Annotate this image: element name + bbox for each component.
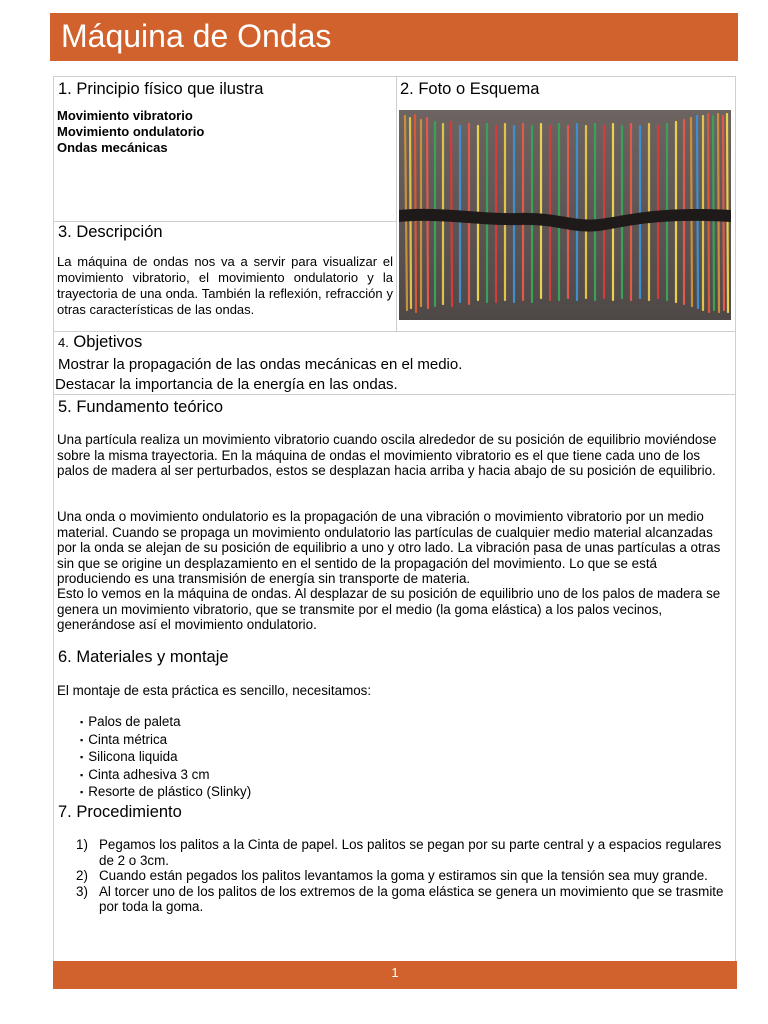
step-number: 3) [76,883,88,899]
step-text: Pegamos los palitos a la Cinta de papel. Los palitos se pegan por su parte central y a espacios regulares de 2 o 3cm. [99,837,722,868]
page-number: 1 [391,965,399,980]
section-1-heading: 1. Principio físico que ilustra [58,80,264,98]
section-7-heading: 7. Procedimiento [58,803,182,821]
section-3-heading: 3. Descripción [58,223,163,241]
description-text: La máquina de ondas nos va a servir para visualizar el movimiento vibratorio, el movimiento ondulatorio y la trayectoria de una onda. También la reflexión, refracción y otras características de las ondas. [57,254,393,317]
section-4-title: Objetivos [68,333,143,351]
theory-paragraph-3: Esto lo vemos en la máquina de ondas. Al desplazar de su posición de equilibrio uno de los palos de madera se genera un movimiento vibratorio, que se transmite por el medio (la goma elástica) a los palos vecinos, generándose así el movimiento ondulatorio. [57,586,721,632]
principle-item: Movimiento vibratorio [57,108,193,123]
materials-intro: El montaje de esta práctica es sencillo, necesitamos: [57,683,372,698]
section-4-number: 4. [58,335,69,350]
objective-2: Destacar la importancia de la energía en las ondas. [55,376,398,393]
material-item: ▪ Cinta adhesiva 3 cm [80,767,251,785]
step-text: Al torcer uno de los palitos de los extremos de la goma elástica se genera un movimiento que se trasmite por toda la goma. [99,883,724,914]
section-5-heading: 5. Fundamento teórico [58,398,224,416]
wave-machine-illustration [399,110,731,320]
principles-list [57,108,204,156]
page-title: Máquina de Ondas [61,18,332,54]
theory-paragraph-1: Una partícula realiza un movimiento vibratorio cuando oscila alrededor de su posición de equilibrio moviéndose sobre la misma trayectoria. En la máquina de ondas el movimiento vibratorio es el que tiene cada uno de los palos de madera al ser perturbados, estos se desplazan hacia arriba y hacia abajo de su posición de equilibrio. [57,432,717,478]
principle-item: Movimiento ondulatorio [57,124,205,139]
title-bar [50,13,738,61]
material-item: ▪ Cinta métrica [80,732,251,750]
procedure-step [76,884,736,915]
material-item: ▪ Resorte de plástico (Slinky) [80,784,251,802]
wave-machine-photo [399,110,731,320]
procedure-step [76,868,736,884]
section-4-heading [58,333,142,352]
step-number: 2) [76,868,88,883]
section-2-heading: 2. Foto o Esquema [400,80,540,98]
section-6-heading: 6. Materiales y montaje [58,648,229,666]
footer-bar [53,961,737,989]
material-item: ▪ Silicona liquida [80,749,251,767]
procedure-steps [76,837,736,915]
procedure-step [76,837,736,868]
theory-paragraph-2: Una onda o movimiento ondulatorio es la propagación de una vibración o movimiento vibratorio por un medio material. Cuando se propaga un movimiento ondulatorio las partículas de cualquier medio material alcanzadas por la onda se alejan de su posición de equilibrio a uno y otro lado. La vibración pasa de unas partículas a otras sin que se origine un desplazamiento en el sentido de la propagación del movimiento. Lo que se está produciendo es una transmisión de energía sin transporte de materia. [57,509,721,586]
material-item: ▪ Palos de paleta [80,714,251,732]
principle-item: Ondas mecánicas [57,140,168,155]
objective-1: Mostrar la propagación de las ondas mecánicas en el medio. [58,356,463,373]
step-number: 1) [76,837,88,852]
step-text: Cuando están pegados los palitos levantamos la goma y estiramos sin que la tensión sea muy grande. [99,868,708,883]
materials-list [80,714,251,802]
